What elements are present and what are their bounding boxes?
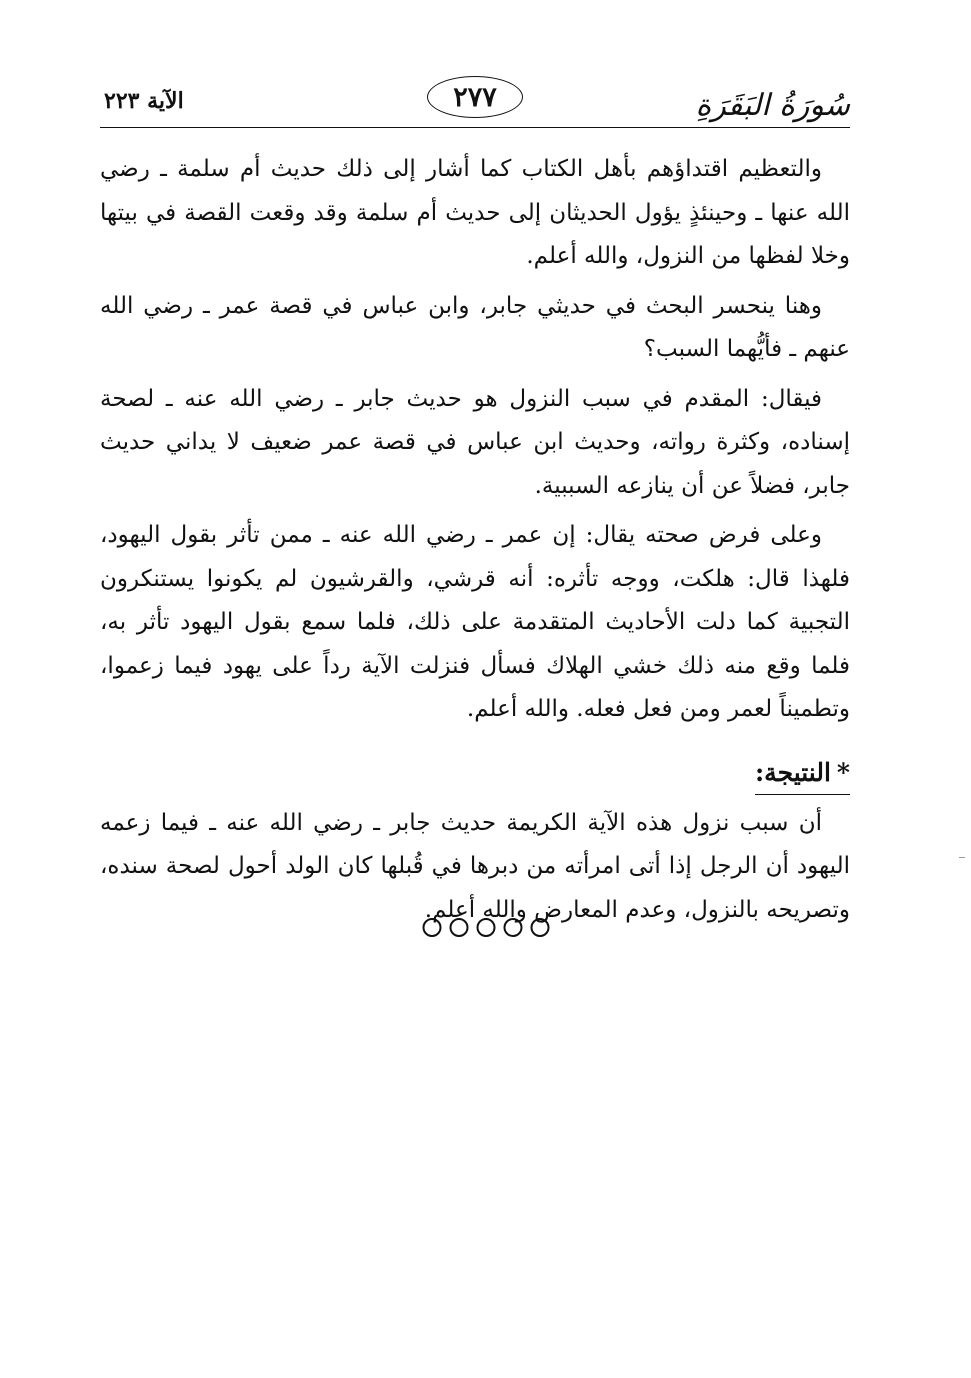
paragraph-1: والتعظيم اقتداؤهم بأهل الكتاب كما أشار إلى ذلك حديث أم سلمة ـ رضي الله عنها ـ وحينئذٍ يؤول الحديثان إلى حديث أم سلمة وقد وقعت القصة في بيتها وخلا لفظها من النزول، والله أعلم. bbox=[100, 156, 850, 269]
paragraph-3: فيقال: المقدم في سبب النزول هو حديث جابر ـ رضي الله عنه ـ لصحة إسناده، وكثرة رواته، وحديث ابن عباس في قصة عمر ضعيف لا يداني حديث جابر، فضلاً عن أن ينازعه السببية. bbox=[100, 385, 850, 499]
circle-ornament-icon bbox=[422, 918, 441, 937]
page-header bbox=[100, 72, 850, 124]
page-number-text: ٢٧٧ bbox=[453, 81, 497, 113]
paragraph-2: وهنا ينحسر البحث في حديثي جابر، وابن عباس في قصة عمر ـ رضي الله عنهم ـ فأيُّهما السبب؟ bbox=[100, 292, 850, 362]
scan-edge-mark bbox=[959, 857, 965, 858]
circle-ornament-icon bbox=[503, 918, 522, 937]
result-heading bbox=[755, 754, 850, 795]
surah-name: سُورَةُ البَقَرَةِ bbox=[695, 88, 850, 123]
ayah-reference: الآية ٢٢٣ bbox=[104, 88, 184, 114]
circle-ornament-icon bbox=[449, 918, 468, 937]
header-divider bbox=[100, 127, 850, 128]
circle-ornament-icon bbox=[476, 918, 495, 937]
result-section-header bbox=[100, 754, 850, 798]
page-body bbox=[100, 148, 850, 938]
page-number bbox=[427, 76, 523, 118]
star-icon: * bbox=[836, 757, 850, 787]
end-ornament bbox=[422, 918, 549, 937]
result-heading-text: النتيجة: bbox=[754, 757, 831, 787]
result-paragraph: أن سبب نزول هذه الآية الكريمة حديث جابر ـ رضي الله عنه ـ فيما زعمه اليهود أن الرجل إذا أتى امرأته من دبرها في قُبلها كان الولد أحول لصحة سنده، وتصريحه بالنزول، وعدم المعارض والله أعلم. bbox=[100, 809, 850, 923]
paragraph-4: وعلى فرض صحته يقال: إن عمر ـ رضي الله عنه ـ ممن تأثر بقول اليهود، فلهذا قال: هلكت، ووجه تأثره: أنه قرشي، والقرشيون لم يكونوا يستنكرون التجبية كما دلت الأحاديث المتقدمة على ذلك، فلما سمع بقول اليهود تأثر به، فلما وقع منه ذلك خشي الهلاك فسأل فنزلت الآية رداً على يهود فيما زعموا، وتطميناً لعمر ومن فعل فعله. والله أعلم. bbox=[100, 522, 850, 722]
circle-ornament-icon bbox=[530, 918, 549, 937]
